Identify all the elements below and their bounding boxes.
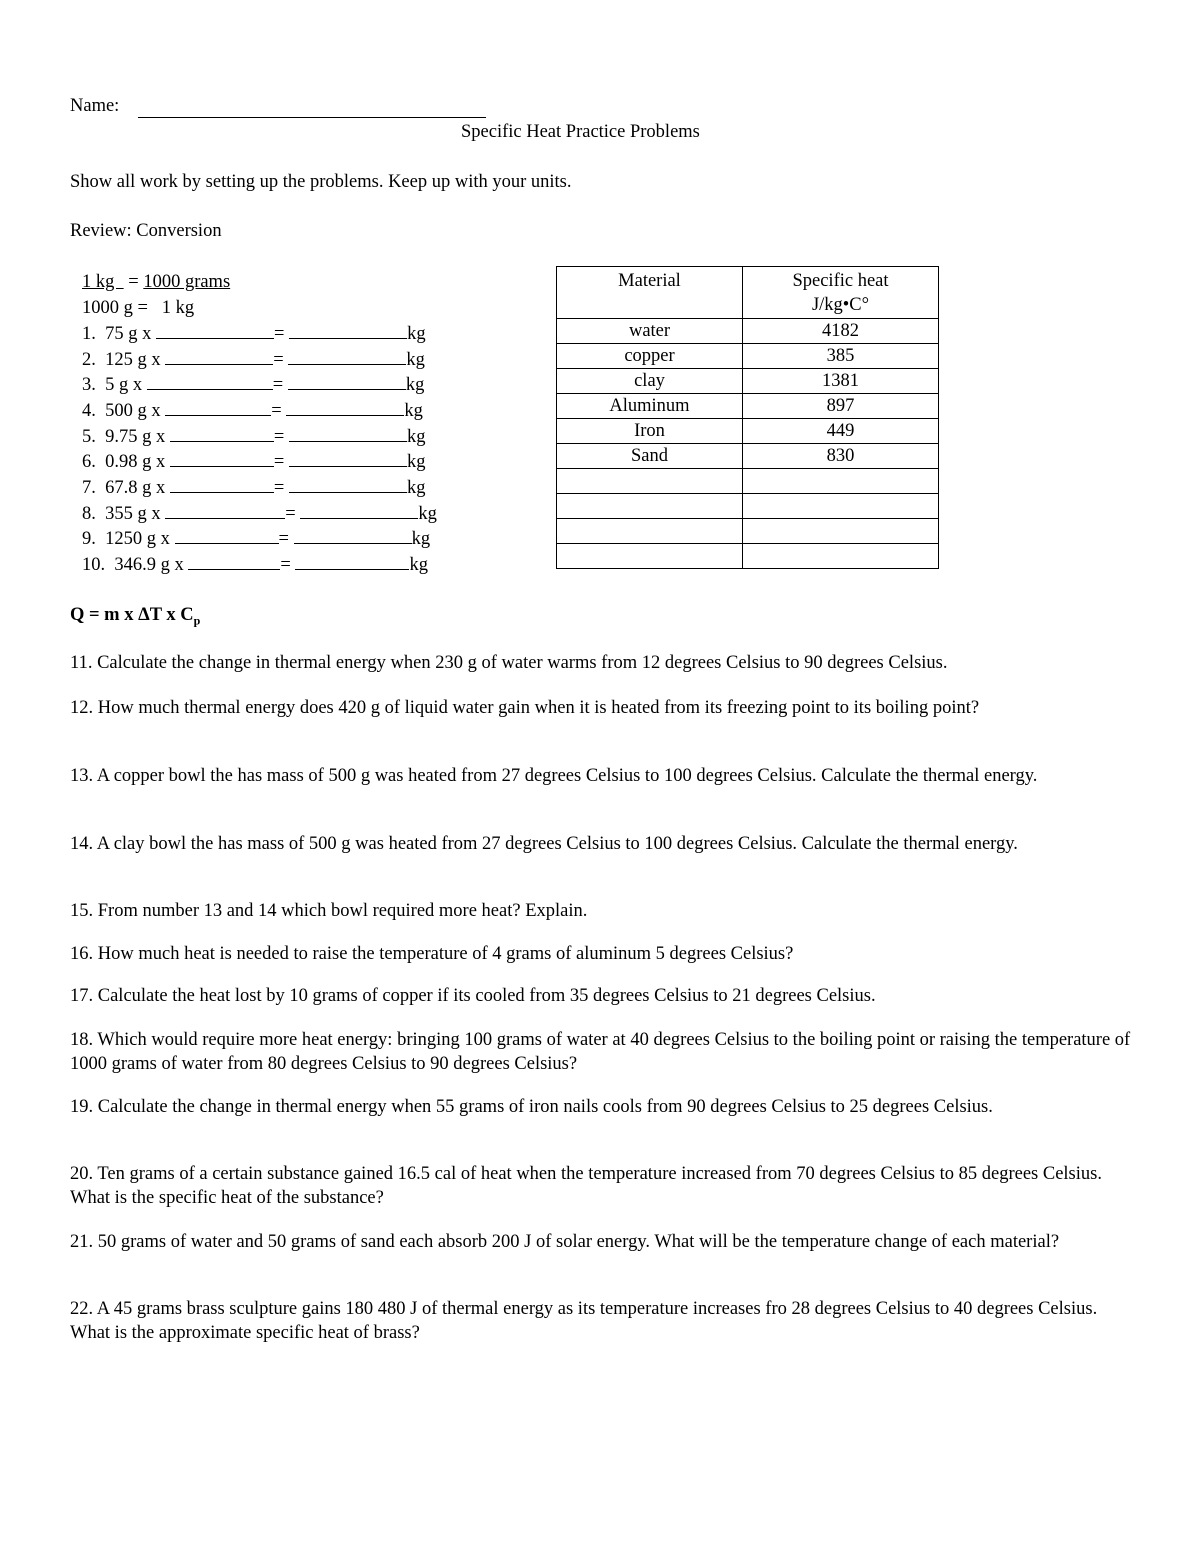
question-19: 19. Calculate the change in thermal energy when 55 grams of iron nails cools from 90 degrees Celsius to 25 degrees Celsius. — [70, 1097, 993, 1117]
unit-label: kg — [404, 401, 423, 421]
problem-value: 5 g x — [105, 375, 143, 395]
answer-blank-1[interactable] — [165, 504, 285, 519]
specific-heat-header-line1: Specific heat — [792, 271, 889, 291]
problem-number: 7. — [82, 478, 96, 498]
answer-blank-2[interactable] — [289, 324, 407, 339]
specific-heat-header-units: J/kg•C° — [811, 295, 870, 315]
problem-value: 355 g x — [105, 504, 161, 524]
unit-label: kg — [406, 427, 426, 447]
equals-sign: = — [273, 350, 284, 370]
specific-heat-cell: 385 — [743, 344, 939, 369]
problem-value: 125 g x — [105, 350, 161, 370]
equals-sign: = — [278, 529, 289, 549]
problem-number: 8. — [82, 504, 96, 524]
table-row — [557, 394, 939, 419]
question-12: 12. How much thermal energy does 420 g of liquid water gain when it is heated from its freezing point to its boiling point? — [70, 698, 980, 718]
specific-heat-header — [743, 267, 939, 319]
material-cell: water — [557, 319, 743, 344]
table-row — [557, 444, 939, 469]
answer-blank-2[interactable] — [288, 375, 406, 390]
unit-label: kg — [406, 478, 426, 498]
question-13: 13. A copper bowl the has mass of 500 g was heated from 27 degrees Celsius to 100 degrees Celsius. Calculate the thermal energy. — [70, 766, 1038, 786]
answer-blank-1[interactable] — [147, 375, 273, 390]
conversion-problem — [82, 529, 430, 549]
problem-number: 10. — [82, 555, 106, 575]
review-heading: Review: Conversion — [70, 221, 222, 241]
conversion-fact-2: 1000 g = 1 kg — [82, 298, 195, 318]
conversion-problem — [82, 555, 428, 575]
table-header-row — [557, 267, 939, 319]
answer-blank-1[interactable] — [170, 478, 274, 493]
table-row — [557, 369, 939, 394]
conversion-problem — [82, 504, 437, 524]
conversion-problem — [82, 401, 423, 421]
answer-blank-2[interactable] — [294, 529, 412, 544]
problem-number: 3. — [82, 375, 96, 395]
specific-heat-table — [556, 266, 939, 569]
equals-sign: = — [272, 375, 284, 395]
unit-label: kg — [411, 529, 431, 549]
question-16: 16. How much heat is needed to raise the temperature of 4 grams of aluminum 5 degrees Celsius? — [70, 944, 794, 964]
empty-cell[interactable] — [557, 544, 743, 569]
equals-sign: = — [274, 324, 285, 344]
problem-value: 500 g x — [105, 401, 161, 421]
empty-cell[interactable] — [557, 519, 743, 544]
answer-blank-1[interactable] — [170, 427, 274, 442]
equals-sign: = — [280, 555, 291, 575]
conversion-fact-1 — [82, 273, 230, 292]
empty-cell[interactable] — [743, 544, 939, 569]
answer-blank-1[interactable] — [156, 324, 274, 339]
table-row — [557, 419, 939, 444]
material-cell: Iron — [557, 419, 743, 444]
conversion-problem — [82, 350, 425, 370]
table-row — [557, 319, 939, 344]
fact1-eq: = — [123, 272, 144, 292]
problem-value: 346.9 g x — [114, 555, 184, 575]
conversion-problem — [82, 324, 426, 344]
answer-blank-2[interactable] — [300, 504, 418, 519]
unit-label: kg — [409, 555, 428, 575]
unit-label: kg — [406, 350, 425, 370]
question-15: 15. From number 13 and 14 which bowl required more heat? Explain. — [70, 901, 588, 921]
question-17: 17. Calculate the heat lost by 10 grams of copper if its cooled from 35 degrees Celsius to 21 degrees Celsius. — [70, 986, 876, 1006]
specific-heat-cell: 897 — [743, 394, 939, 419]
table-row — [557, 344, 939, 369]
unit-label: kg — [407, 324, 426, 344]
question-22: 22. A 45 grams brass sculpture gains 180 480 J of thermal energy as its temperature increases fro 28 degrees Celsius to 40 degrees Celsius. What is the approximate specific heat of brass? — [70, 1299, 1098, 1343]
problem-number: 1. — [82, 324, 96, 344]
fact1-left: 1 kg — [82, 272, 124, 292]
table-row-empty — [557, 469, 939, 494]
equals-sign: = — [273, 427, 285, 447]
conversion-problem — [82, 478, 425, 498]
problem-value: 0.98 g x — [105, 452, 166, 472]
instructions: Show all work by setting up the problems. Keep up with your units. — [70, 172, 572, 192]
answer-blank-1[interactable] — [165, 350, 273, 365]
conversion-problem — [82, 427, 425, 447]
unit-label: kg — [405, 375, 425, 395]
specific-heat-cell: 4182 — [743, 319, 939, 344]
empty-cell[interactable] — [743, 519, 939, 544]
empty-cell[interactable] — [743, 494, 939, 519]
formula-subscript: p — [193, 613, 201, 628]
problem-value: 1250 g x — [105, 529, 170, 549]
problem-number: 6. — [82, 452, 96, 472]
page-title: Specific Heat Practice Problems — [461, 122, 700, 142]
specific-heat-cell: 1381 — [743, 369, 939, 394]
material-header: Material — [557, 267, 743, 319]
formula-main: Q = m x ΔT x C — [70, 605, 194, 625]
problem-value: 9.75 g x — [105, 427, 166, 447]
answer-blank-1[interactable] — [175, 529, 279, 544]
name-label: Name: — [70, 96, 120, 116]
answer-blank-1[interactable] — [188, 555, 280, 570]
answer-blank-2[interactable] — [289, 427, 407, 442]
unit-label: kg — [406, 452, 426, 472]
equals-sign: = — [273, 452, 285, 472]
problem-value: 67.8 g x — [105, 478, 166, 498]
problem-value: 75 g x — [105, 324, 152, 344]
problem-number: 9. — [82, 529, 96, 549]
question-18: 18. Which would require more heat energy: bringing 100 grams of water at 40 degrees Celsius to the boiling point or raising the temperature of 1000 grams of water from 80 degrees Celsius to 90 degrees Celsius? — [70, 1030, 1131, 1074]
problem-number: 5. — [82, 427, 96, 447]
equals-sign: = — [273, 478, 285, 498]
answer-blank-2[interactable] — [289, 478, 407, 493]
answer-blank-1[interactable] — [165, 401, 271, 416]
question-21: 21. 50 grams of water and 50 grams of sand each absorb 200 J of solar energy. What will be the temperature change of each material? — [70, 1232, 1060, 1252]
unit-label: kg — [418, 504, 437, 524]
empty-cell[interactable] — [557, 494, 743, 519]
question-20: 20. Ten grams of a certain substance gained 16.5 cal of heat when the temperature increased from 70 degrees Celsius to 85 degrees Celsius. What is the specific heat of the substance? — [70, 1164, 1102, 1208]
material-cell: Sand — [557, 444, 743, 469]
conversion-problem — [82, 452, 425, 472]
table-row-empty — [557, 544, 939, 569]
question-11: 11. Calculate the change in thermal energy when 230 g of water warms from 12 degrees Celsius to 90 degrees Celsius. — [70, 653, 948, 673]
answer-blank-2[interactable] — [295, 555, 409, 570]
specific-heat-formula — [70, 605, 200, 629]
material-cell: copper — [557, 344, 743, 369]
answer-blank-2[interactable] — [289, 452, 407, 467]
name-input-line[interactable] — [138, 117, 486, 118]
material-cell: clay — [557, 369, 743, 394]
conversion-problem — [82, 375, 424, 395]
problem-number: 2. — [82, 350, 96, 370]
table-row-empty — [557, 494, 939, 519]
material-cell: Aluminum — [557, 394, 743, 419]
empty-cell[interactable] — [557, 469, 743, 494]
fact1-right: 1000 grams — [143, 272, 231, 292]
equals-sign: = — [271, 401, 282, 421]
empty-cell[interactable] — [743, 469, 939, 494]
specific-heat-cell: 830 — [743, 444, 939, 469]
answer-blank-2[interactable] — [288, 350, 406, 365]
problem-number: 4. — [82, 401, 96, 421]
question-14: 14. A clay bowl the has mass of 500 g was heated from 27 degrees Celsius to 100 degrees Celsius. Calculate the thermal energy. — [70, 834, 1018, 854]
answer-blank-1[interactable] — [170, 452, 274, 467]
specific-heat-cell: 449 — [743, 419, 939, 444]
table-row-empty — [557, 519, 939, 544]
answer-blank-2[interactable] — [286, 401, 404, 416]
equals-sign: = — [285, 504, 296, 524]
